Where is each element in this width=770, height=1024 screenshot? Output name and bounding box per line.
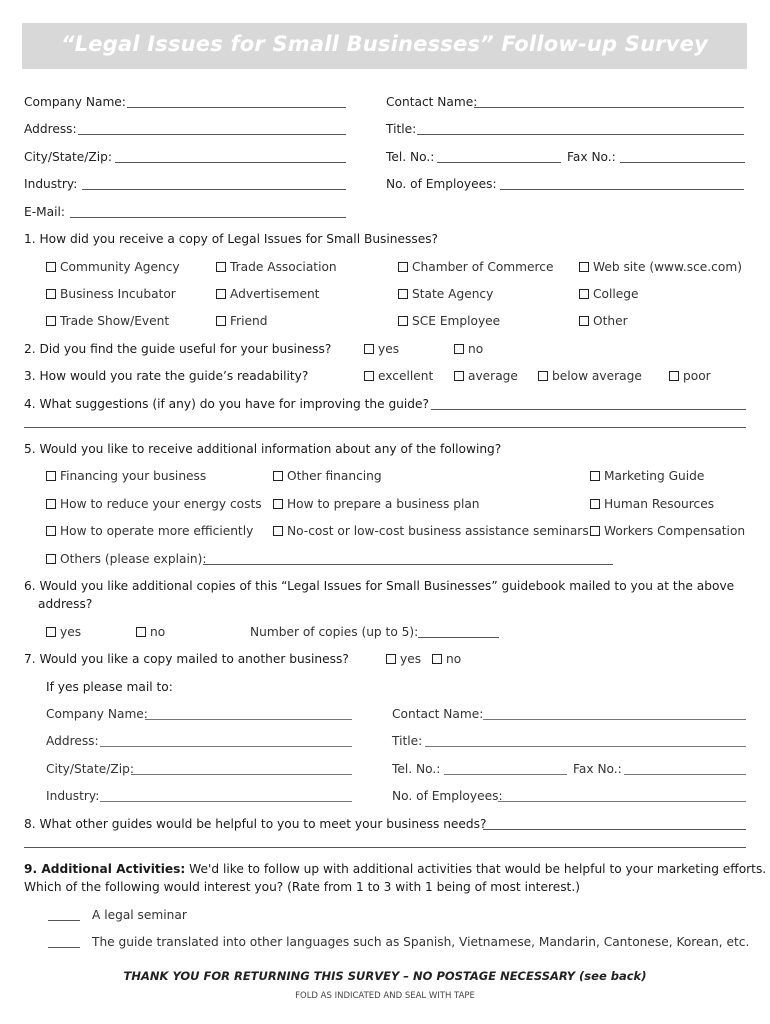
q1-option[interactable]: Advertisement — [216, 287, 319, 301]
checkbox[interactable] — [454, 344, 464, 354]
title-field[interactable] — [417, 134, 744, 135]
checkbox[interactable] — [398, 289, 408, 299]
q2-option-no[interactable]: no — [454, 342, 483, 356]
q1-option[interactable]: Community Agency — [46, 260, 180, 274]
checkbox[interactable] — [432, 654, 442, 664]
checkbox[interactable] — [398, 262, 408, 272]
q4-answer-line[interactable] — [24, 427, 746, 428]
checkbox[interactable] — [46, 526, 56, 536]
company-name-field[interactable] — [127, 107, 346, 108]
q9-text-line2: Which of the following would interest you? (Rate from 1 to 3 with 1 being of most interest.) — [24, 880, 580, 894]
q2-option-yes[interactable]: yes — [364, 342, 399, 356]
q5-option[interactable]: Human Resources — [590, 497, 714, 511]
copies-label: Number of copies (up to 5): — [250, 625, 419, 639]
q4-answer-line[interactable] — [431, 409, 746, 410]
q7-address-field[interactable] — [100, 746, 352, 747]
q7-fax-label: Fax No.: — [573, 762, 622, 776]
q7-address-label: Address: — [46, 734, 99, 748]
checkbox[interactable] — [364, 344, 374, 354]
checkbox[interactable] — [46, 499, 56, 509]
q3-option[interactable]: poor — [669, 369, 711, 383]
title-label: Title: — [386, 122, 417, 136]
fax-field[interactable] — [620, 162, 745, 163]
q7-title-label: Title: — [392, 734, 423, 748]
q1-option[interactable]: SCE Employee — [398, 314, 500, 328]
q1-option[interactable]: State Agency — [398, 287, 493, 301]
fax-label: Fax No.: — [567, 150, 616, 164]
q7-city-field[interactable] — [131, 774, 352, 775]
q9-rating-field[interactable] — [48, 920, 80, 921]
q5-text: 5. Would you like to receive additional information about any of the following? — [24, 442, 502, 456]
industry-field[interactable] — [82, 189, 346, 190]
checkbox[interactable] — [579, 289, 589, 299]
q6-text: 6. Would you like additional copies of this “Legal Issues for Small Businesses” guidebook mailed to you at the above — [24, 579, 735, 593]
checkbox[interactable] — [538, 371, 548, 381]
footer-fold: FOLD AS INDICATED AND SEAL WITH TAPE — [295, 991, 475, 1001]
q7-city-label: City/State/Zip: — [46, 762, 134, 776]
checkbox[interactable] — [273, 526, 283, 536]
q7-employees-field[interactable] — [498, 801, 746, 802]
q3-text: 3. How would you rate the guide’s readability? — [24, 369, 309, 383]
checkbox[interactable] — [579, 316, 589, 326]
q1-option[interactable]: College — [579, 287, 638, 301]
q5-option[interactable]: Financing your business — [46, 469, 206, 483]
company-name-label: Company Name: — [24, 95, 126, 109]
q5-option[interactable]: How to prepare a business plan — [273, 497, 480, 511]
q5-option[interactable]: Other financing — [273, 469, 382, 483]
tel-field[interactable] — [437, 162, 561, 163]
q1-text: 1. How did you receive a copy of Legal Issues for Small Businesses? — [24, 232, 439, 246]
checkbox[interactable] — [590, 499, 600, 509]
q5-option[interactable]: Workers Compensation — [590, 524, 745, 538]
q7-contact-name-label: Contact Name: — [392, 707, 484, 721]
q9-rating-field[interactable] — [48, 947, 80, 948]
title-bar — [22, 23, 747, 69]
q1-option[interactable]: Web site (www.sce.com) — [579, 260, 742, 274]
q3-option[interactable]: average — [454, 369, 518, 383]
q1-option[interactable]: Friend — [216, 314, 267, 328]
address-field[interactable] — [78, 134, 346, 135]
q9-item: A legal seminar — [92, 908, 187, 922]
checkbox[interactable] — [216, 262, 226, 272]
q5-others-field[interactable] — [203, 564, 613, 565]
q5-option[interactable]: How to operate more efficiently — [46, 524, 253, 538]
checkbox[interactable] — [273, 471, 283, 481]
q7-subtitle: If yes please mail to: — [46, 680, 173, 694]
checkbox[interactable] — [669, 371, 679, 381]
q7-option-no[interactable]: no — [432, 652, 461, 666]
q7-contact-name-field[interactable] — [483, 719, 746, 720]
checkbox[interactable] — [579, 262, 589, 272]
q5-option[interactable]: Marketing Guide — [590, 469, 704, 483]
address-label: Address: — [24, 122, 77, 136]
checkbox[interactable] — [46, 627, 56, 637]
employees-field[interactable] — [500, 189, 744, 190]
q1-option[interactable]: Trade Association — [216, 260, 337, 274]
checkbox[interactable] — [46, 289, 56, 299]
checkbox[interactable] — [590, 471, 600, 481]
checkbox[interactable] — [216, 316, 226, 326]
checkbox[interactable] — [216, 289, 226, 299]
q5-option-others[interactable]: Others (please explain): — [46, 552, 206, 566]
q1-option[interactable]: Trade Show/Event — [46, 314, 169, 328]
checkbox[interactable] — [46, 471, 56, 481]
checkbox[interactable] — [590, 526, 600, 536]
checkbox[interactable] — [398, 316, 408, 326]
checkbox[interactable] — [454, 371, 464, 381]
checkbox[interactable] — [364, 371, 374, 381]
checkbox[interactable] — [136, 627, 146, 637]
q9-item: The guide translated into other languages such as Spanish, Vietnamese, Mandarin, Cantonese, Korean, etc. — [92, 935, 750, 949]
checkbox[interactable] — [273, 499, 283, 509]
q7-industry-field[interactable] — [100, 801, 352, 802]
checkbox[interactable] — [46, 262, 56, 272]
email-field[interactable] — [70, 217, 346, 218]
q1-option[interactable]: Business Incubator — [46, 287, 176, 301]
q7-option-yes[interactable]: yes — [386, 652, 421, 666]
q6-text-cont: address? — [38, 597, 93, 611]
q7-fax-field[interactable] — [624, 774, 746, 775]
q9-text-line1: We'd like to follow up with additional activities that would be helpful to your marketing efforts. — [185, 862, 767, 876]
city-field[interactable] — [115, 162, 346, 163]
industry-label: Industry: — [24, 177, 78, 191]
q8-text: 8. What other guides would be helpful to you to meet your business needs? — [24, 817, 487, 831]
q7-industry-label: Industry: — [46, 789, 100, 803]
q8-answer-line[interactable] — [483, 829, 746, 830]
checkbox[interactable] — [46, 554, 56, 564]
q6-option-yes[interactable]: yes — [46, 625, 81, 639]
checkbox[interactable] — [386, 654, 396, 664]
q4-text: 4. What suggestions (if any) do you have for improving the guide? — [24, 397, 429, 411]
q6-option-no[interactable]: no — [136, 625, 165, 639]
q5-option[interactable]: How to reduce your energy costs — [46, 497, 262, 511]
contact-name-field[interactable] — [474, 107, 744, 108]
employees-label: No. of Employees: — [386, 177, 497, 191]
tel-label: Tel. No.: — [386, 150, 435, 164]
footer-thanks: THANK YOU FOR RETURNING THIS SURVEY – NO POSTAGE NECESSARY (see back) — [123, 969, 647, 983]
q7-company-name-field[interactable] — [145, 719, 352, 720]
q8-answer-line[interactable] — [24, 847, 746, 848]
q5-option[interactable]: No-cost or low-cost business assistance seminars — [273, 524, 589, 538]
contact-name-label: Contact Name: — [386, 95, 478, 109]
q7-company-name-label: Company Name: — [46, 707, 148, 721]
q7-text: 7. Would you like a copy mailed to another business? — [24, 652, 349, 666]
q9-text — [24, 862, 766, 876]
city-label: City/State/Zip: — [24, 150, 112, 164]
q9-lead: 9. Additional Activities: — [24, 862, 186, 876]
q2-text: 2. Did you find the guide useful for your business? — [24, 342, 332, 356]
checkbox[interactable] — [46, 316, 56, 326]
q1-option[interactable]: Chamber of Commerce — [398, 260, 553, 274]
q7-tel-field[interactable] — [444, 774, 567, 775]
q1-option[interactable]: Other — [579, 314, 628, 328]
q3-option[interactable]: below average — [538, 369, 642, 383]
page-title: “Legal Issues for Small Businesses” Follow-up Survey — [60, 32, 709, 56]
q3-option[interactable]: excellent — [364, 369, 433, 383]
email-label: E-Mail: — [24, 205, 65, 219]
q7-tel-label: Tel. No.: — [392, 762, 441, 776]
copies-field[interactable] — [418, 637, 499, 638]
q7-title-field[interactable] — [425, 746, 746, 747]
q7-employees-label: No. of Employees: — [392, 789, 503, 803]
